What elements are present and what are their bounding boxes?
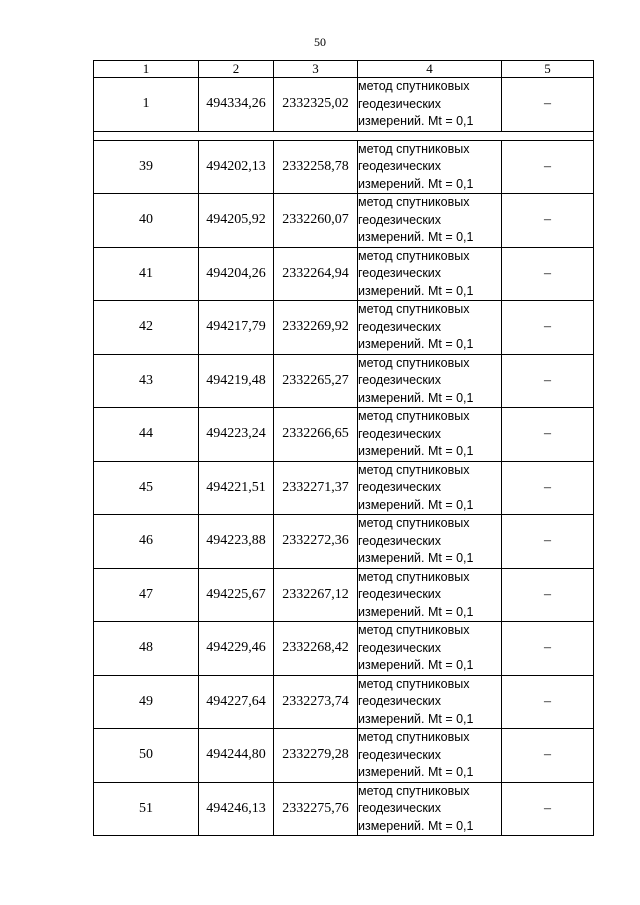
coordinate-y: 2332260,07 [274,194,358,248]
gap-cell [94,131,594,140]
method-line: измерений. Mt = 0,1 [358,176,474,191]
column-header: 5 [502,61,594,78]
coordinate-y: 2332269,92 [274,301,358,355]
method-line: геодезических [358,159,442,173]
method-line: геодезических [358,319,442,334]
coordinate-x: 494202,13 [199,140,274,194]
point-number: 48 [94,622,199,676]
point-number: 41 [94,247,199,301]
coordinate-x: 494205,92 [199,194,274,248]
method-description [358,675,502,729]
note-dash: – [502,622,594,676]
method-line: метод спутниковых [358,248,470,263]
method-line: измерений. Mt = 0,1 [358,444,474,458]
method-line: метод спутниковых [358,141,470,156]
table-gap-row [94,131,594,140]
method-description [358,782,502,836]
table-row [94,675,594,729]
method-line: метод спутниковых [358,623,470,637]
point-number: 44 [94,408,199,462]
coordinate-x: 494246,13 [199,782,274,836]
method-line: измерений. Mt = 0,1 [358,497,474,512]
note-dash: – [502,301,594,355]
note-dash: – [502,194,594,248]
method-line: геодезических [358,212,442,227]
table-row [94,408,594,462]
coordinate-y: 2332264,94 [274,247,358,301]
note-dash: – [502,78,594,132]
coordinate-x: 494223,24 [199,408,274,462]
method-description [358,622,502,676]
table-row [94,782,594,836]
coordinate-x: 494217,79 [199,301,274,355]
note-dash: – [502,354,594,408]
coordinate-y: 2332268,42 [274,622,358,676]
column-header: 2 [199,61,274,78]
method-line: метод спутниковых [358,79,470,93]
coordinate-x: 494225,67 [199,568,274,622]
method-line: геодезических [358,96,442,111]
method-line: метод спутниковых [358,676,470,691]
method-line: измерений. Mt = 0,1 [358,818,474,833]
method-line: измерений. Mt = 0,1 [358,114,474,128]
page-number: 50 [314,35,326,49]
note-dash: – [502,729,594,783]
coordinate-x: 494227,64 [199,675,274,729]
method-line: геодезических [358,480,442,494]
method-line: измерений. Mt = 0,1 [358,390,474,405]
coordinate-y: 2332265,27 [274,354,358,408]
method-description [358,568,502,622]
method-line: метод спутниковых [358,783,470,798]
method-line: геодезических [358,373,442,387]
point-number: 40 [94,194,199,248]
coordinate-x: 494219,48 [199,354,274,408]
point-number: 39 [94,140,199,194]
coordinate-x: 494221,51 [199,461,274,515]
coordinate-x: 494244,80 [199,729,274,783]
method-line: геодезических [358,694,442,708]
method-line: измерений. Mt = 0,1 [358,765,474,779]
table-header-row [94,61,594,78]
point-number: 42 [94,301,199,355]
method-line: метод спутниковых [358,302,470,316]
method-description [358,729,502,783]
table-row [94,247,594,301]
point-number: 49 [94,675,199,729]
method-line: метод спутниковых [358,462,470,477]
method-line: геодезических [358,533,442,548]
point-number: 51 [94,782,199,836]
method-description [358,515,502,569]
table-row [94,568,594,622]
method-description [358,354,502,408]
column-header: 1 [94,61,199,78]
method-line: метод спутниковых [358,516,470,530]
method-line: измерений. Mt = 0,1 [358,230,474,244]
method-line: геодезических [358,640,442,655]
note-dash: – [502,247,594,301]
method-description [358,140,502,194]
point-number: 46 [94,515,199,569]
note-dash: – [502,568,594,622]
coordinate-y: 2332325,02 [274,78,358,132]
coordinate-y: 2332279,28 [274,729,358,783]
point-number: 43 [94,354,199,408]
method-description [358,408,502,462]
method-line: измерений. Mt = 0,1 [358,658,474,672]
point-number: 47 [94,568,199,622]
method-line: геодезических [358,426,442,441]
method-line: геодезических [358,747,442,762]
method-description [358,247,502,301]
method-line: метод спутниковых [358,355,470,370]
coordinate-y: 2332272,36 [274,515,358,569]
method-line: измерений. Mt = 0,1 [358,551,474,565]
coordinate-y: 2332266,65 [274,408,358,462]
coordinate-y: 2332275,76 [274,782,358,836]
coordinate-y: 2332271,37 [274,461,358,515]
table-row [94,78,594,132]
note-dash: – [502,140,594,194]
method-line: метод спутниковых [358,409,470,423]
table-row [94,729,594,783]
table-row [94,194,594,248]
note-dash: – [502,675,594,729]
point-number: 45 [94,461,199,515]
coordinate-x: 494229,46 [199,622,274,676]
table-row [94,622,594,676]
point-number: 1 [94,78,199,132]
coordinate-x: 494334,26 [199,78,274,132]
method-line: геодезических [358,266,442,280]
table-row [94,515,594,569]
method-line: измерений. Mt = 0,1 [358,711,474,726]
method-line: метод спутниковых [358,569,470,584]
method-line: измерений. Mt = 0,1 [358,337,474,351]
column-header: 4 [358,61,502,78]
table-row [94,301,594,355]
method-line: измерений. Mt = 0,1 [358,283,474,298]
method-description [358,301,502,355]
coordinate-y: 2332258,78 [274,140,358,194]
coordinate-x: 494223,88 [199,515,274,569]
note-dash: – [502,515,594,569]
method-line: метод спутниковых [358,195,470,209]
note-dash: – [502,408,594,462]
coordinate-y: 2332273,74 [274,675,358,729]
table-row [94,354,594,408]
method-line: метод спутниковых [358,730,470,744]
method-description [358,194,502,248]
coordinates-table [93,60,594,836]
note-dash: – [502,782,594,836]
point-number: 50 [94,729,199,783]
table-row [94,461,594,515]
method-line: измерений. Mt = 0,1 [358,604,474,619]
method-line: геодезических [358,801,442,815]
note-dash: – [502,461,594,515]
column-header: 3 [274,61,358,78]
table-row [94,140,594,194]
coordinate-x: 494204,26 [199,247,274,301]
method-line: геодезических [358,587,442,601]
method-description [358,78,502,132]
method-description [358,461,502,515]
coordinate-y: 2332267,12 [274,568,358,622]
